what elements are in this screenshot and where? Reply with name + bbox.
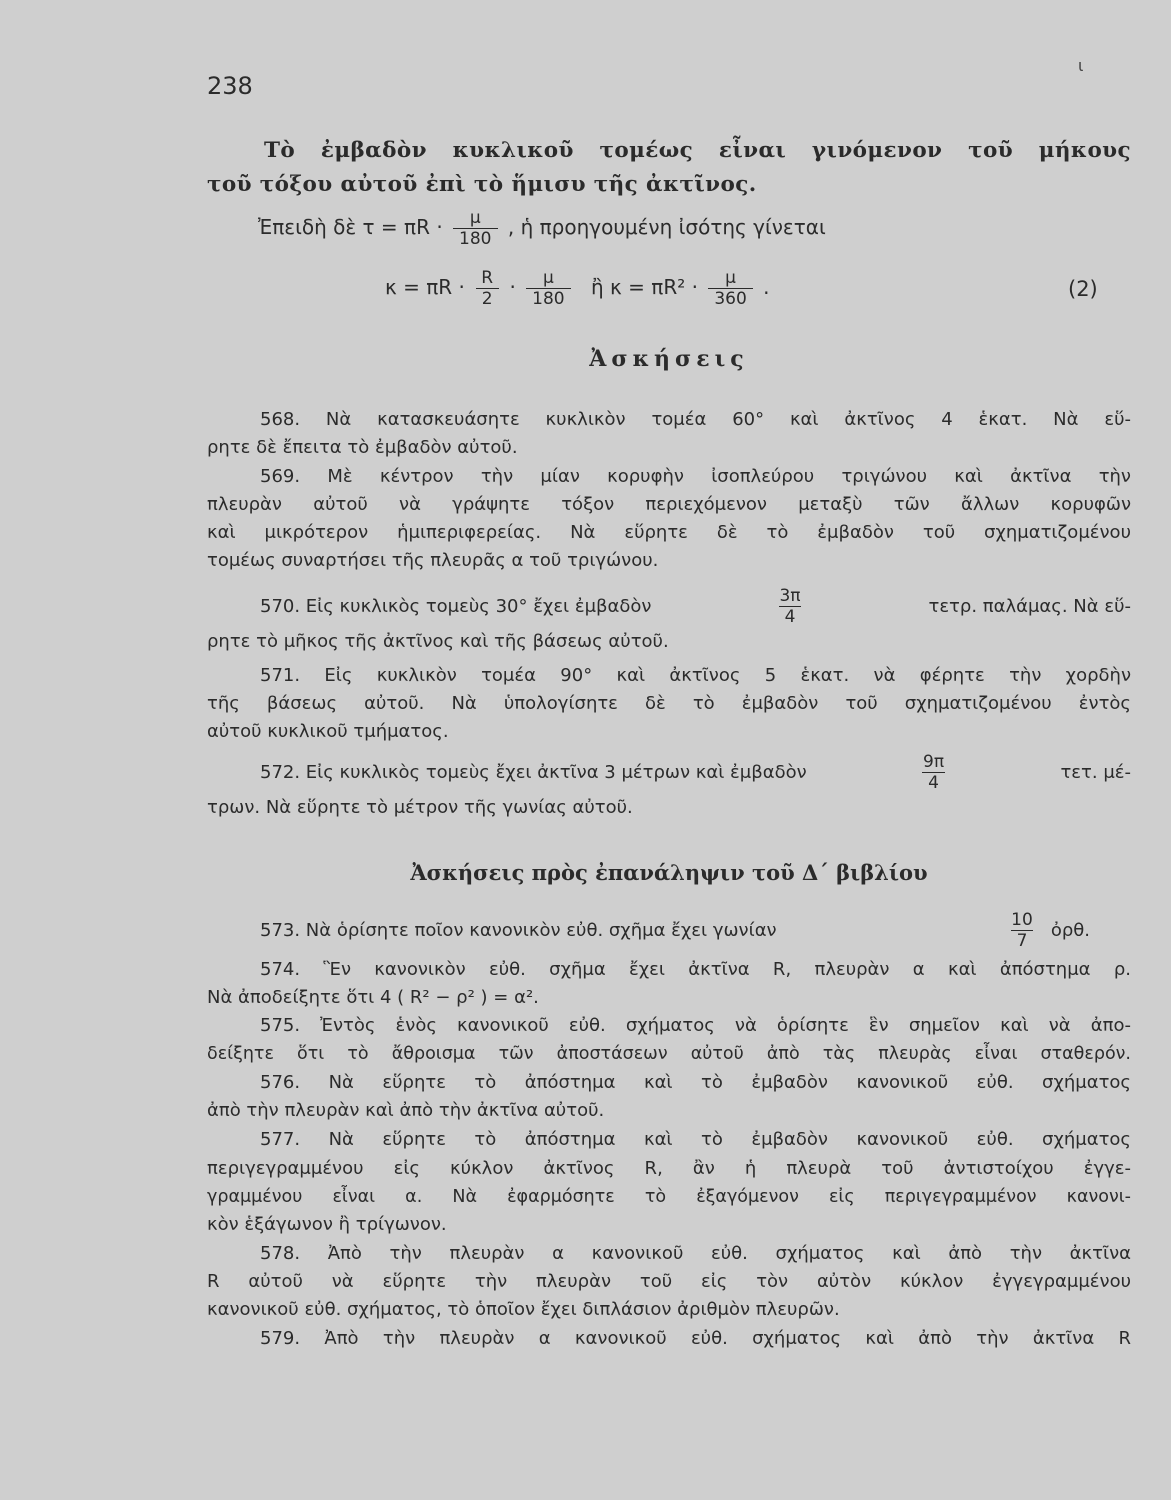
exercise-572-text-end: τετ. μέ-: [1060, 761, 1131, 783]
fraction-numerator: μ: [469, 208, 481, 228]
exercise-572-text: 572. Εἰς κυκλικὸς τομεὺς ἔχει ἀκτῖνα 3 μέτρων καὶ ἐμβαδὸν: [260, 761, 807, 783]
fraction-denominator: 2: [476, 288, 499, 309]
fraction-denominator: 360: [708, 288, 752, 309]
fraction-denominator: 4: [779, 606, 802, 627]
exercise-569-line-4: τομέως συναρτήσει τῆς πλευρᾶς α τοῦ τριγώνου.: [207, 550, 659, 571]
fraction-3pi-4: [773, 586, 806, 627]
review-heading: Ἀσκήσεις πρὸς ἐπανάληψιν τοῦ Δ΄ βιβλίου: [410, 860, 928, 885]
page-number: 238: [207, 72, 253, 100]
fraction-numerator: μ: [542, 268, 554, 288]
since-pre: Ἐπειδὴ δὲ τ = πR ·: [258, 215, 443, 239]
fraction-denominator: 7: [1011, 930, 1034, 951]
fraction-mu-180: [526, 268, 570, 309]
since-line: [258, 208, 1171, 249]
exercise-571-line-3: αὐτοῦ κυκλικοῦ τμήματος.: [207, 721, 449, 742]
exercise-569-line-1: 569. Μὲ κέντρον τὴν μίαν κορυφὴν ἰσοπλεύρου τριγώνου καὶ ἀκτῖνα τὴν: [260, 466, 1131, 487]
exercise-570-text: 570. Εἰς κυκλικὸς τομεὺς 30° ἔχει ἐμβαδὸν: [260, 595, 652, 617]
exercise-577-line-1: 577. Νὰ εὕρητε τὸ ἀπόστημα καὶ τὸ ἐμβαδὸν κανονικοῦ εὐθ. σχήματος: [260, 1129, 1131, 1150]
exercise-577-line-3: γραμμένου εἶναι α. Νὰ ἐφαρμόσητε τὸ ἐξαγόμενον εἰς περιγεγραμμένον κανονι-: [207, 1187, 1131, 1207]
exercise-569-line-3: καὶ μικρότερον ἡμιπεριφερείας. Νὰ εὕρητε δὲ τὸ ἐμβαδὸν τοῦ σχηματιζομένου: [207, 522, 1131, 543]
exercise-568-line-2: ρητε δὲ ἔπειτα τὸ ἐμβαδὸν αὐτοῦ.: [207, 437, 518, 458]
fraction-numerator: 10: [1011, 910, 1033, 930]
exercise-578-line-2: R αὐτοῦ νὰ εὕρητε τὴν πλευρὰν τοῦ εἰς τὸν αὐτὸν κύκλον ἐγγεγραμμένου: [207, 1271, 1131, 1292]
fraction-r-2: [475, 268, 499, 309]
exercise-579-line-1: 579. Ἀπὸ τὴν πλευρὰν α κανονικοῦ εὐθ. σχήματος καὶ ἀπὸ τὴν ἀκτῖνα R: [260, 1328, 1131, 1349]
formula-end: .: [763, 275, 770, 299]
fraction-numerator: 9π: [923, 752, 945, 772]
sector-area-formula: [385, 268, 1171, 309]
exercise-575-line-1: 575. Ἐντὸς ἑνὸς κανονικοῦ εὐθ. σχήματος νὰ ὁρίσητε ἓν σημεῖον καὶ νὰ ἀπο-: [260, 1015, 1131, 1036]
exercise-574-line-2: Νὰ ἀποδείξητε ὅτι 4 ( R² − ρ² ) = α².: [207, 987, 539, 1008]
exercises-heading: Ἀσκήσεις: [589, 346, 749, 372]
formula-middle: ἢ κ = πR² ·: [590, 275, 698, 299]
exercise-570-line-1: [260, 586, 1131, 627]
exercise-572-line-2: τρων. Νὰ εὕρητε τὸ μέτρον τῆς γωνίας αὐτοῦ.: [207, 797, 633, 818]
fraction-numerator: 3π: [779, 586, 801, 606]
theorem-line-1: Τὸ ἐμβαδὸν κυκλικοῦ τομέως εἶναι γινόμενον τοῦ μήκους: [264, 138, 1131, 163]
exercise-571-line-1: 571. Εἰς κυκλικὸν τομέα 90° καὶ ἀκτῖνος 5 ἑκατ. νὰ φέρητε τὴν χορδὴν: [260, 665, 1131, 686]
fraction-9pi-4: [917, 752, 950, 793]
exercise-577-line-2: περιγεγραμμένου εἰς κύκλον ἀκτῖνος R, ἂν ἡ πλευρὰ τοῦ ἀντιστοίχου ἐγγε-: [207, 1158, 1131, 1179]
fraction-numerator: μ: [725, 268, 736, 288]
exercise-569-line-2: πλευρὰν αὐτοῦ νὰ γράψητε τόξον περιεχόμενον μεταξὺ τῶν ἄλλων κορυφῶν: [207, 494, 1131, 515]
exercise-578-line-3: κανονικοῦ εὐθ. σχήματος, τὸ ὁποῖον ἔχει διπλάσιον ἀριθμὸν πλευρῶν.: [207, 1299, 840, 1320]
theorem-line-2: τοῦ τόξου αὐτοῦ ἐπὶ τὸ ἥμισυ τῆς ἀκτῖνος.: [207, 172, 757, 197]
exercise-572-line-1: [260, 752, 1131, 793]
formula-dot: ·: [509, 275, 516, 299]
fraction-denominator: 180: [526, 288, 570, 309]
exercise-573-text: 573. Νὰ ὁρίσητε ποῖον κανονικὸν εὐθ. σχῆμα ἔχει γωνίαν: [260, 919, 777, 941]
exercise-574-line-1: 574. Ἓν κανονικὸν εὐθ. σχῆμα ἔχει ἀκτῖνα R, πλευρὰν α καὶ ἀπόστημα ρ.: [260, 959, 1131, 980]
exercise-568-line-1: 568. Νὰ κατασκευάσητε κυκλικὸν τομέα 60° καὶ ἀκτῖνος 4 ἑκατ. Νὰ εὕ-: [260, 409, 1131, 430]
fraction-denominator: 180: [453, 228, 497, 249]
fraction-mu-360: [708, 268, 752, 309]
exercise-573-text-end: ὀρθ.: [1050, 919, 1090, 941]
equation-label: (2): [1068, 277, 1098, 301]
corner-mark: ι: [1078, 56, 1084, 75]
exercise-570-text-end: τετρ. παλάμας. Νὰ εὕ-: [928, 595, 1131, 617]
exercise-570-line-2: ρητε τὸ μῆκος τῆς ἀκτῖνος καὶ τῆς βάσεως αὐτοῦ.: [207, 631, 669, 652]
formula-start: κ = πR ·: [385, 275, 465, 299]
exercise-575-line-2: δείξητε ὅτι τὸ ἄθροισμα τῶν ἀποστάσεων αὐτοῦ ἀπὸ τὰς πλευρὰς εἶναι σταθερόν.: [207, 1044, 1131, 1064]
exercise-576-line-1: 576. Νὰ εὕρητε τὸ ἀπόστημα καὶ τὸ ἐμβαδὸν κανονικοῦ εὐθ. σχήματος: [260, 1072, 1131, 1093]
exercise-573-angle: [1001, 910, 1090, 951]
fraction-10-7: [1005, 910, 1039, 951]
since-post: , ἡ προηγουμένη ἰσότης γίνεται: [507, 215, 826, 239]
exercise-573-line-1: [260, 910, 1090, 951]
exercise-571-line-2: τῆς βάσεως αὐτοῦ. Νὰ ὑπολογίσητε δὲ τὸ ἐμβαδὸν τοῦ σχηματιζομένου ἐντὸς: [207, 693, 1131, 714]
exercise-576-line-2: ἀπὸ τὴν πλευρὰν καὶ ἀπὸ τὴν ἀκτῖνα αὐτοῦ.: [207, 1100, 605, 1121]
fraction-numerator: R: [481, 268, 494, 288]
exercise-577-line-4: κὸν ἑξάγωνον ἢ τρίγωνον.: [207, 1214, 447, 1235]
fraction-denominator: 4: [922, 772, 945, 793]
exercise-578-line-1: 578. Ἀπὸ τὴν πλευρὰν α κανονικοῦ εὐθ. σχήματος καὶ ἀπὸ τὴν ἀκτῖνα: [260, 1243, 1131, 1264]
fraction-mu-180: [453, 208, 497, 249]
